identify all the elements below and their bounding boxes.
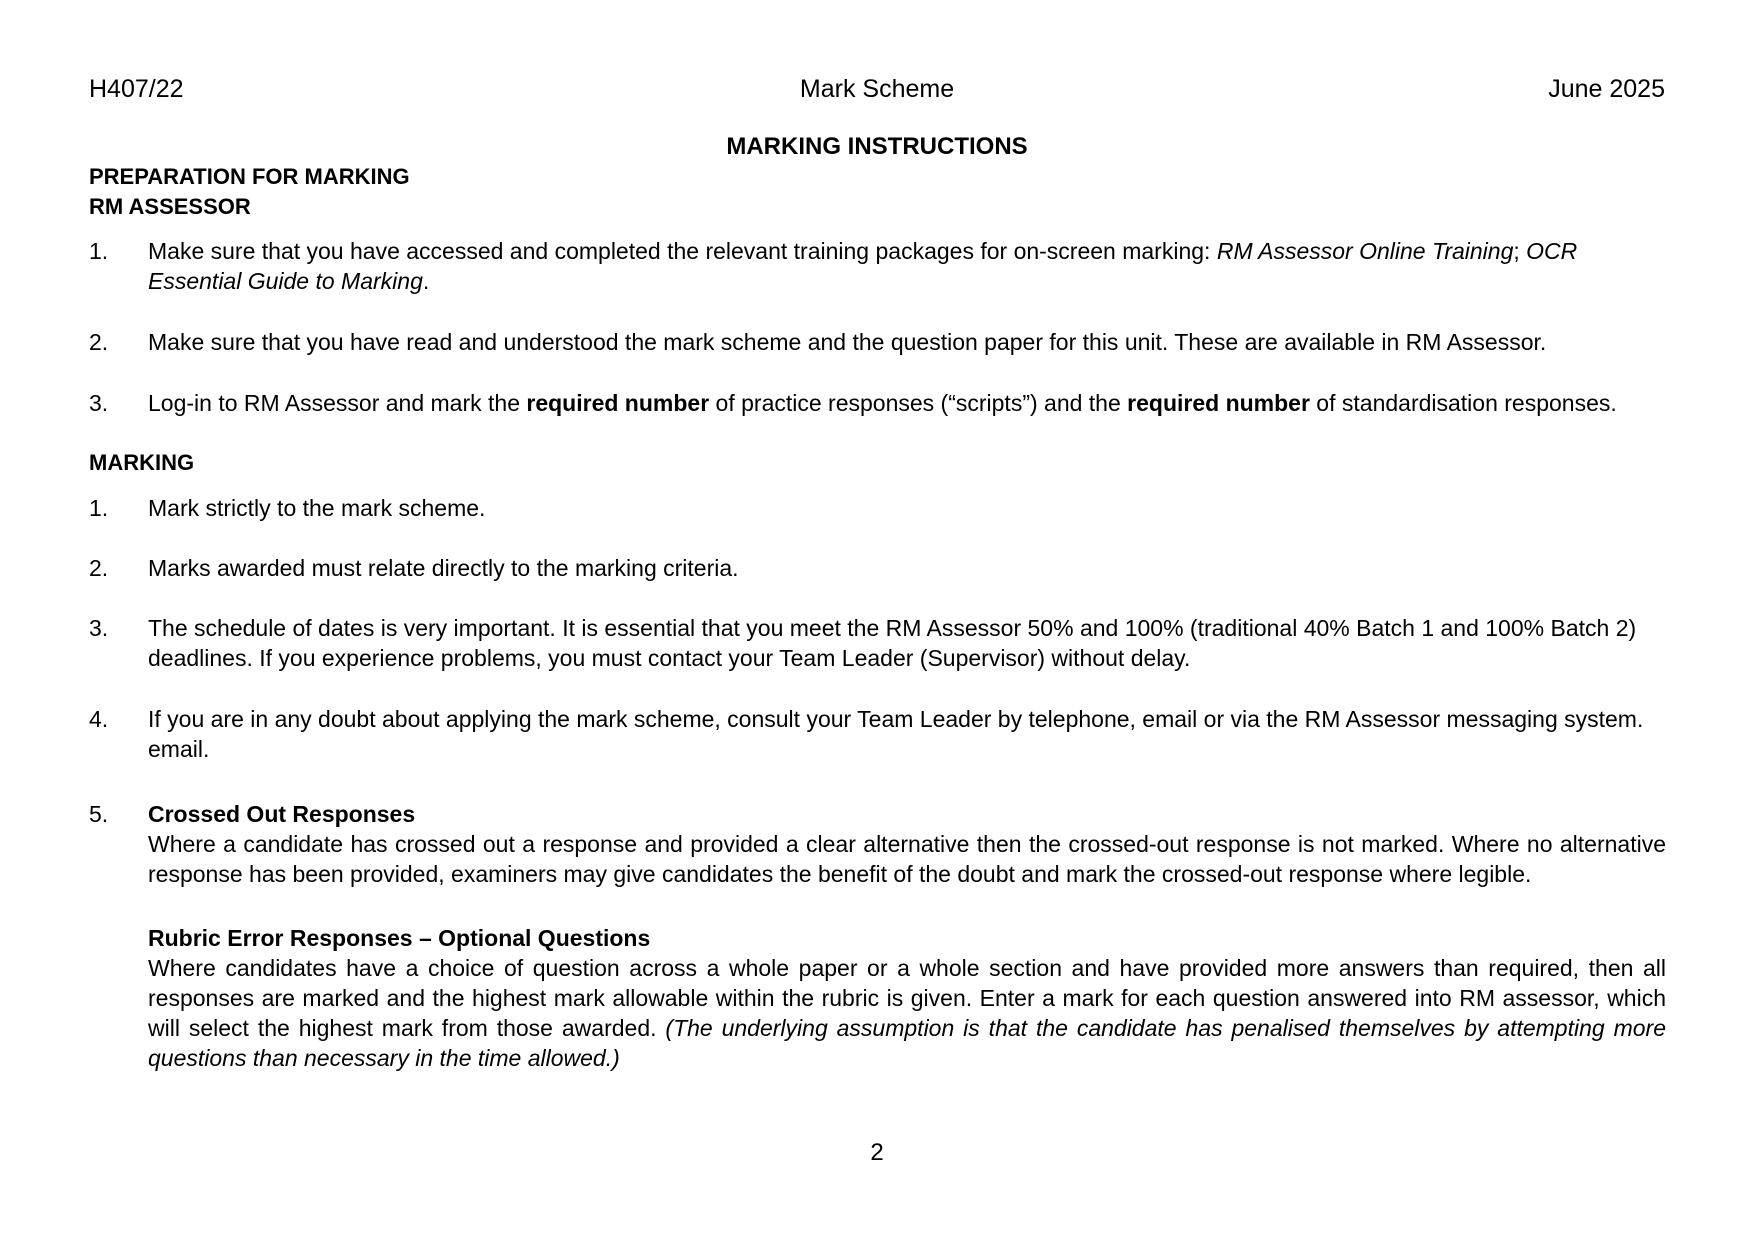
document-code: H407/22: [89, 75, 184, 103]
preparation-heading: PREPARATION FOR MARKING: [89, 164, 410, 189]
rubric-error-text: Where candidates have a choice of question across a whole paper or a whole section and have provided more answers than required, then all responses are marked and the highest mark allowable within the rubric is given. Enter a mark for each question answered into RM assessor, which will select the highest mark from those awarded. (The underlying assumption is that the candidate has penalised themselves by attempting more questions than necessary in the time allowed.): [148, 955, 1666, 1071]
document-type: Mark Scheme: [799, 75, 955, 103]
marking-item-3: [89, 613, 1666, 673]
item-number: 5.: [89, 801, 109, 827]
item-text: The schedule of dates is very important. It is essential that you meet the RM Assessor 50% and 100% (traditional 40% Batch 1 and 100% Batch 2) deadlines. If you experience problems, you must contact your Team Leader (Supervisor) without delay.: [148, 615, 1637, 671]
item-number: 1.: [89, 495, 109, 521]
marking-item-2: [89, 553, 1666, 583]
marking-item-5: [89, 799, 1666, 889]
item-text: Make sure that you have accessed and completed the relevant training packages for on-screen marking: RM Assessor Online Training; OCR Essential Guide to Marking.: [148, 238, 1578, 294]
page-number: 2: [870, 1139, 884, 1166]
page-title: MARKING INSTRUCTIONS: [726, 133, 1028, 160]
exam-session: June 2025: [1548, 75, 1665, 103]
crossed-out-heading: Crossed Out Responses: [148, 801, 416, 827]
item-text: Marks awarded must relate directly to the marking criteria.: [148, 555, 739, 581]
marking-item-1: [89, 493, 1666, 523]
preparation-item-3: [89, 388, 1666, 418]
item-text: If you are in any doubt about applying the mark scheme, consult your Team Leader by telephone, email or via the RM Assessor messaging system. email.: [148, 706, 1644, 762]
training-link-text: RM Assessor Online Training: [1216, 238, 1514, 264]
rm-assessor-subheading: RM ASSESSOR: [89, 194, 251, 219]
crossed-out-text: Where a candidate has crossed out a response and provided a clear alternative then the crossed-out response is not marked. Where no alternative response has been provided, examiners may give candidates the benefit of the doubt and mark the crossed-out response where legible.: [148, 831, 1666, 887]
item-number: 3.: [89, 390, 109, 416]
guide-link-text: OCR Essential Guide to Marking: [148, 238, 1578, 294]
item-text: Make sure that you have read and understood the mark scheme and the question paper for this unit. These are available in RM Assessor.: [148, 329, 1547, 355]
item-number: 4.: [89, 706, 109, 732]
item-number: 3.: [89, 615, 109, 641]
item-text: [148, 799, 1666, 889]
marking-item-4: [89, 704, 1666, 764]
item-number: 2.: [89, 329, 109, 355]
preparation-item-2: [89, 327, 1666, 357]
rubric-error-note: (The underlying assumption is that the candidate has penalised themselves by attempting more questions than necessary in the time allowed.): [148, 1015, 1666, 1071]
rubric-error-section: [148, 923, 1666, 1073]
item-number: 1.: [89, 238, 109, 264]
item-number: 2.: [89, 555, 109, 581]
preparation-item-1: [89, 236, 1666, 296]
item-text: Mark strictly to the mark scheme.: [148, 495, 486, 521]
marking-heading: MARKING: [89, 450, 195, 475]
rubric-error-heading: Rubric Error Responses – Optional Questions: [148, 925, 651, 951]
item-text: Log-in to RM Assessor and mark the required number of practice responses (“scripts”) and the required number of standardisation responses.: [148, 390, 1617, 416]
